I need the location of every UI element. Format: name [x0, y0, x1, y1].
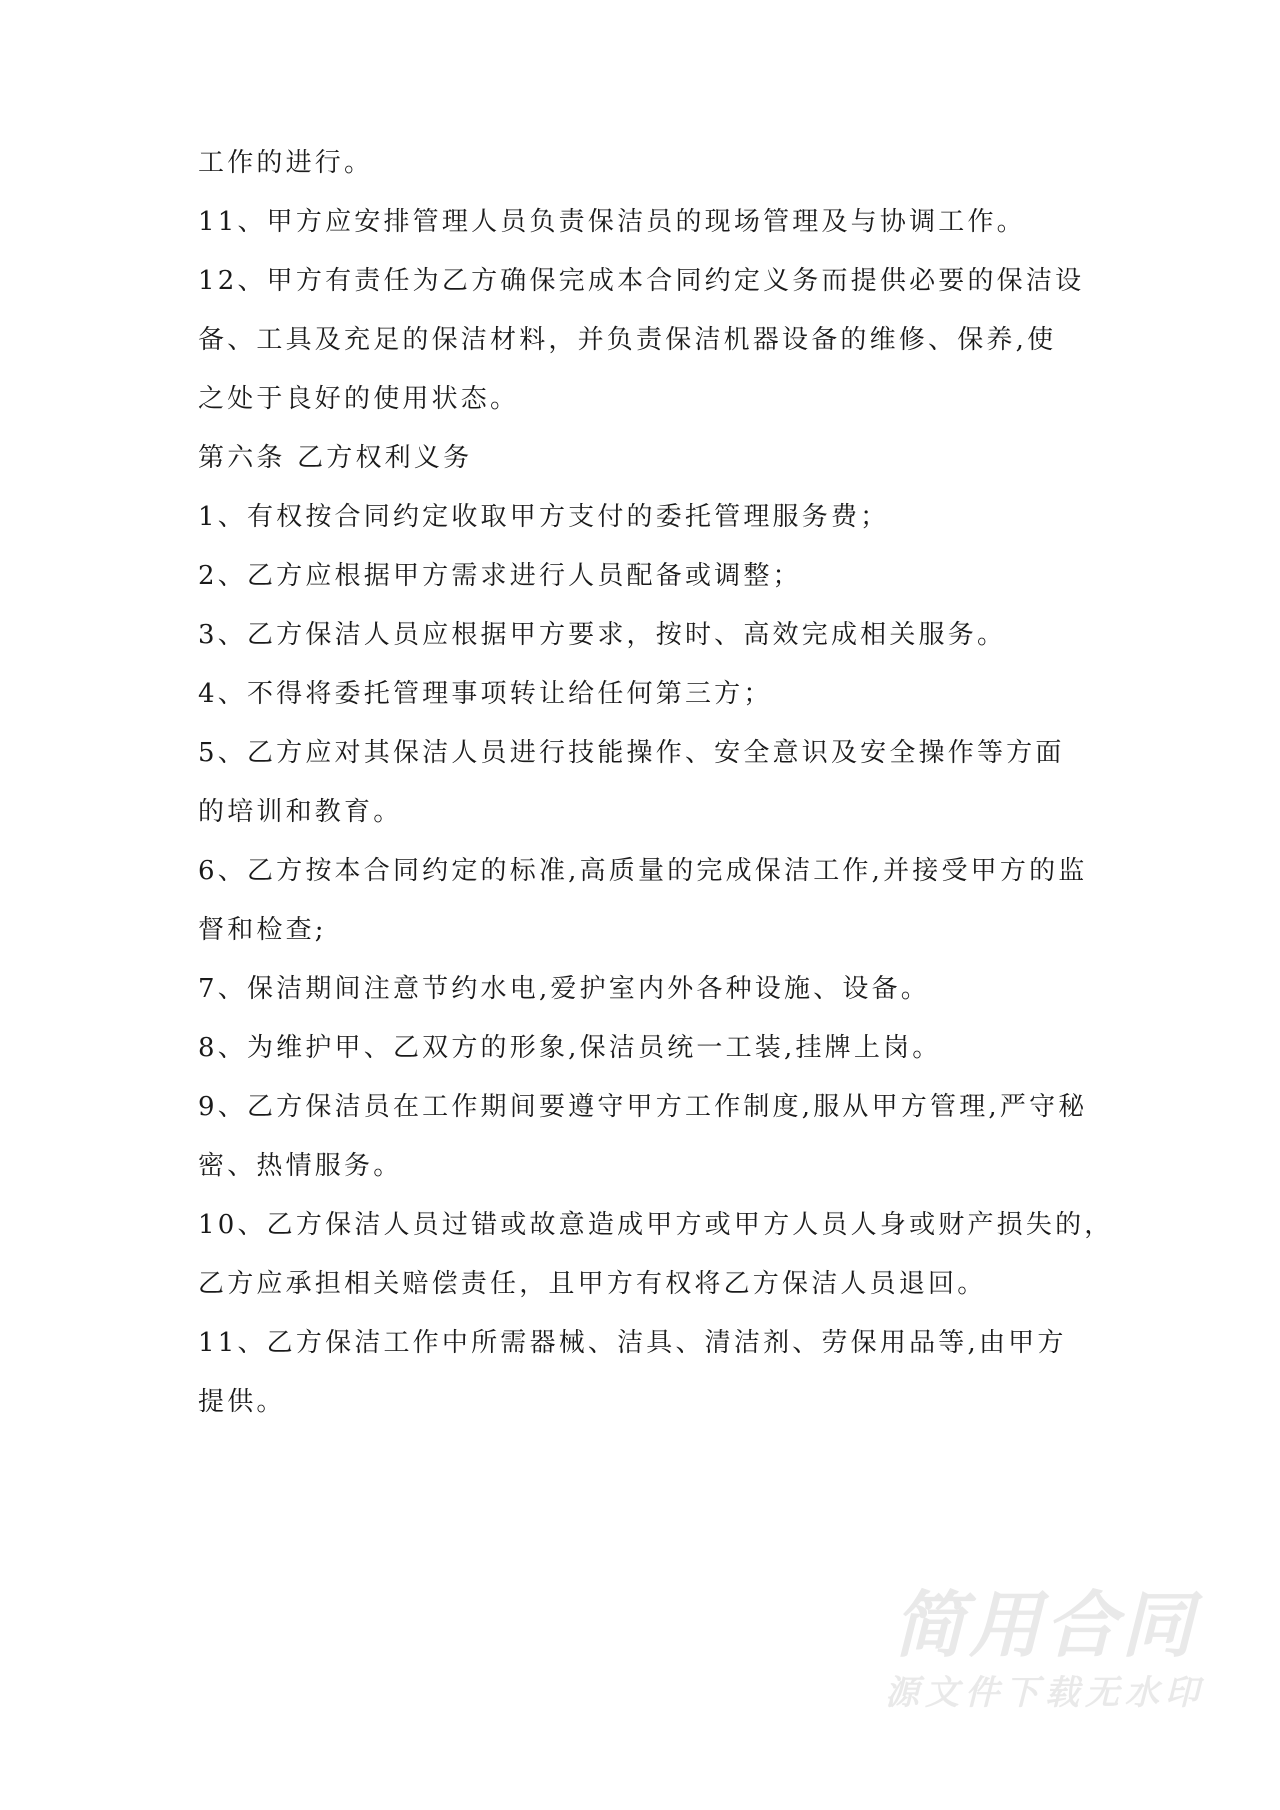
text-line: 8、为维护甲、乙双方的形象,保洁员统一工装,挂牌上岗。 [198, 1033, 942, 1063]
watermark-title: 简用合同 [892, 1583, 1197, 1667]
watermark [880, 1585, 1210, 1715]
text-line: 4、不得将委托管理事项转让给任何第三方； [198, 679, 773, 709]
text-line: 3、乙方保洁人员应根据甲方要求，按时、高效完成相关服务。 [198, 620, 1007, 650]
text-line: 11、乙方保洁工作中所需器械、洁具、清洁剂、劳保用品等,由甲方 [198, 1328, 1067, 1358]
text-line: 11、甲方应安排管理人员负责保洁员的现场管理及与协调工作。 [198, 207, 1026, 237]
text-line: 9、乙方保洁员在工作期间要遵守甲方工作制度,服从甲方管理,严守秘 [198, 1092, 1088, 1122]
text-line: 之处于良好的使用状态。 [198, 384, 520, 414]
text-line: 备、工具及充足的保洁材料，并负责保洁机器设备的维修、保养,使 [198, 325, 1057, 355]
text-line: 7、保洁期间注意节约水电,爱护室内外各种设施、设备。 [198, 974, 931, 1004]
text-line: 5、乙方应对其保洁人员进行技能操作、安全意识及安全操作等方面 [198, 738, 1065, 768]
text-line: 密、热情服务。 [198, 1151, 403, 1181]
text-line: 督和检查; [198, 915, 327, 945]
text-line: 6、乙方按本合同约定的标准,高质量的完成保洁工作,并接受甲方的监 [198, 856, 1088, 886]
text-line: 提供。 [198, 1387, 286, 1417]
section-heading: 第六条 乙方权利义务 [198, 443, 473, 473]
text-line: 的培训和教育。 [198, 797, 403, 827]
text-line: 工作的进行。 [198, 148, 374, 178]
text-line: 1、有权按合同约定收取甲方支付的委托管理服务费； [198, 502, 890, 532]
text-line: 10、乙方保洁人员过错或故意造成甲方或甲方人员人身或财产损失的， [198, 1210, 1114, 1240]
text-line: 12、甲方有责任为乙方确保完成本合同约定义务而提供必要的保洁设 [198, 266, 1085, 296]
watermark-subtitle: 源文件下载无水印 [885, 1673, 1205, 1713]
text-line: 2、乙方应根据甲方需求进行人员配备或调整； [198, 561, 802, 591]
text-line: 乙方应承担相关赔偿责任，且甲方有权将乙方保洁人员退回。 [198, 1269, 987, 1299]
